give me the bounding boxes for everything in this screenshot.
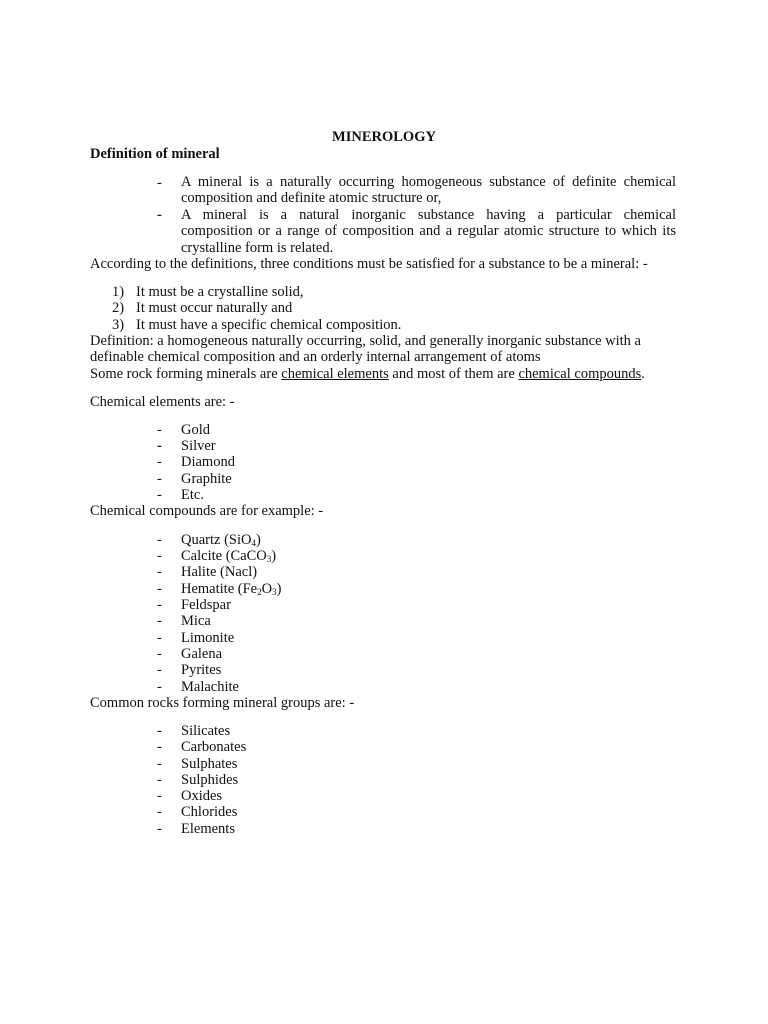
group-item: Carbonates — [181, 739, 247, 755]
compounds-intro: Chemical compounds are for example: - — [90, 503, 324, 519]
section-heading: Definition of mineral — [90, 146, 220, 162]
bullet-dash: - — [157, 581, 162, 597]
bullet-dash: - — [157, 564, 162, 580]
bullet-dash: - — [157, 739, 162, 755]
definition-2-line-2: composition or a range of composition and a regular atomic structure to which its — [181, 223, 676, 240]
page-title: MINEROLOGY — [332, 129, 436, 145]
bullet-dash: - — [157, 646, 162, 662]
group-item: Oxides — [181, 788, 223, 804]
bullet-dash: - — [157, 662, 162, 678]
bullet-dash: - — [157, 471, 162, 487]
bullet-dash: - — [157, 679, 162, 695]
condition-number: 3) — [112, 317, 125, 333]
elements-intro: Chemical elements are: - — [90, 394, 235, 410]
bullet-dash: - — [157, 723, 162, 739]
compound-item: Halite (Nacl) — [181, 564, 258, 580]
bullet-dash: - — [157, 821, 162, 837]
rock-sentence-pre: Some rock forming minerals are — [90, 366, 282, 382]
condition-number: 2) — [112, 300, 125, 316]
compound-item: Quartz (SiO$_4$) — [181, 532, 261, 548]
bullet-dash: - — [157, 597, 162, 613]
bullet-dash: - — [157, 422, 162, 438]
rock-sentence-post: . — [641, 366, 645, 382]
bullet-dash: - — [157, 438, 162, 454]
bullet-dash: - — [157, 175, 162, 191]
bullet-dash: - — [157, 804, 162, 820]
condition-number: 1) — [112, 284, 125, 300]
compound-item: Mica — [181, 613, 211, 629]
conditions-intro: According to the definitions, three conditions must be satisfied for a substance to be a mineral: - — [90, 256, 648, 272]
element-item: Graphite — [181, 471, 232, 487]
chemical-compounds-link[interactable]: chemical compounds — [518, 366, 642, 382]
definition-1 — [181, 174, 676, 207]
bullet-dash: - — [157, 630, 162, 646]
compound-item: Calcite (CaCO$_3$) — [181, 548, 277, 564]
condition-text: It must have a specific chemical composition. — [136, 317, 402, 333]
definition-paragraph-line-2: definable chemical composition and an orderly internal arrangement of atoms — [90, 349, 541, 365]
element-item: Gold — [181, 422, 210, 438]
compound-item: Pyrites — [181, 662, 222, 678]
definition-1-line-2: composition and definite atomic structure or, — [181, 190, 442, 207]
group-item: Chlorides — [181, 804, 238, 820]
definition-2-line-1: A mineral is a natural inorganic substance having a particular chemical — [181, 207, 676, 223]
group-item: Silicates — [181, 723, 231, 739]
condition-text: It must be a crystalline solid, — [136, 284, 304, 300]
bullet-dash: - — [157, 756, 162, 772]
compound-item: Malachite — [181, 679, 239, 695]
condition-text: It must occur naturally and — [136, 300, 293, 316]
bullet-dash: - — [157, 454, 162, 470]
element-item: Etc. — [181, 487, 204, 503]
group-item: Elements — [181, 821, 235, 837]
bullet-dash: - — [157, 788, 162, 804]
bullet-dash: - — [157, 532, 162, 548]
group-item: Sulphides — [181, 772, 239, 788]
compound-item: Galena — [181, 646, 223, 662]
definition-1-line-1: A mineral is a naturally occurring homogeneous substance of definite chemical — [181, 174, 676, 190]
definition-paragraph-line-1: Definition: a homogeneous naturally occurring, solid, and generally inorganic substance with a — [90, 333, 641, 349]
bullet-dash: - — [157, 772, 162, 788]
compound-item: Feldspar — [181, 597, 231, 613]
bullet-dash: - — [157, 207, 162, 223]
definition-2-line-3: crystalline form is related. — [181, 239, 334, 256]
groups-intro: Common rocks forming mineral groups are: - — [90, 695, 355, 711]
compound-item: Limonite — [181, 630, 235, 646]
element-item: Silver — [181, 438, 216, 454]
definition-2 — [181, 207, 676, 256]
rock-forming-sentence — [90, 366, 645, 382]
chemical-elements-link[interactable]: chemical elements — [281, 366, 389, 382]
bullet-dash: - — [157, 487, 162, 503]
bullet-dash: - — [157, 613, 162, 629]
compound-item: Hematite $(Fe_2O_3)$ — [181, 581, 282, 597]
element-item: Diamond — [181, 454, 235, 470]
rock-sentence-mid: and most of them are — [388, 366, 519, 382]
group-item: Sulphates — [181, 756, 238, 772]
bullet-dash: - — [157, 548, 162, 564]
